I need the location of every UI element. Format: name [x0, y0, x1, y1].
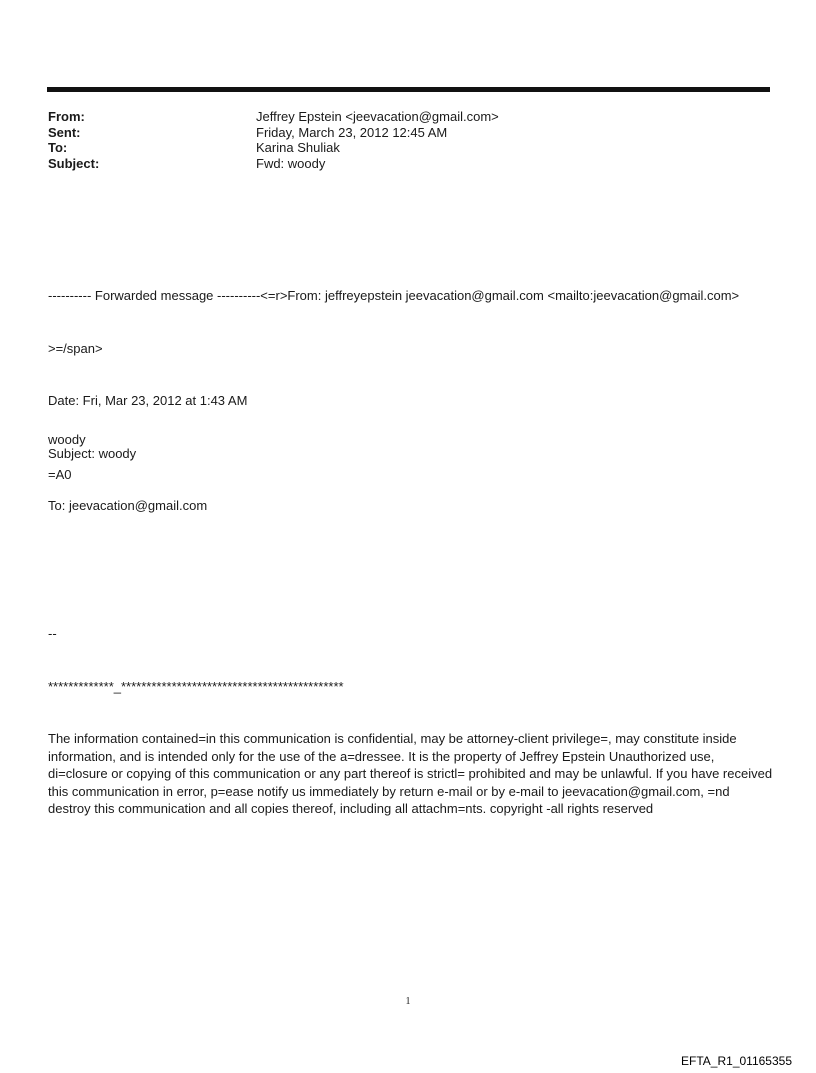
disclaimer-text: The information contained=in this communication is confidential, may be attorney-client privilege=, may constitute inside information, and is intended only for the use of the a=dressee. It is the property of Jeffrey Epstein Unauthorized use, di=closure or copying of this communication or any part thereof is strictl= prohibited and may be unlawful. If you have received this communication in error, p=ease notify us immediately by return e-mail or by e-mail to jeevacation@gmail.com, =nd destroy this communication and all copies thereof, including all attachm=nts. copyright -all rights reserved	[48, 731, 776, 816]
disclaimer-block	[48, 590, 776, 835]
forwarded-line: ---------- Forwarded message ----------<=r>From: jeffreyepstein jeevacation@gmail.com <mailto:jeevacation@gmail.com>	[48, 288, 740, 303]
forwarded-message-block	[48, 252, 773, 532]
header-subject-row	[48, 156, 768, 172]
header-from-row	[48, 109, 768, 125]
to-label: To:	[48, 140, 68, 155]
from-label: From:	[48, 109, 85, 124]
forwarded-subject: Subject: woody	[48, 445, 137, 461]
document-id: EFTA_R1_01165355	[681, 1054, 792, 1068]
sent-label: Sent:	[48, 124, 81, 140]
email-header	[48, 109, 768, 171]
signature-dash: --	[48, 626, 57, 641]
message-body: woody	[48, 432, 86, 447]
encoding-artifact: =A0	[48, 467, 72, 482]
sent-value: Friday, March 23, 2012 12:45 AM	[256, 124, 448, 140]
header-sent-row	[48, 125, 768, 141]
forwarded-date: Date: Fri, Mar 23, 2012 at 1:43 AM	[48, 393, 248, 408]
forwarded-to: To: jeevacation@gmail.com	[48, 498, 208, 513]
header-rule	[47, 87, 770, 92]
to-value: Karina Shuliak	[256, 140, 340, 155]
forwarded-line: >=/span>	[48, 340, 103, 356]
header-to-row	[48, 140, 768, 156]
subject-value: Fwd: woody	[256, 155, 326, 171]
star-separator: *************_********************************************	[48, 678, 344, 694]
subject-label: Subject:	[48, 155, 100, 171]
from-value: Jeffrey Epstein <jeevacation@gmail.com>	[256, 109, 499, 124]
page-number: 1	[405, 996, 411, 1007]
